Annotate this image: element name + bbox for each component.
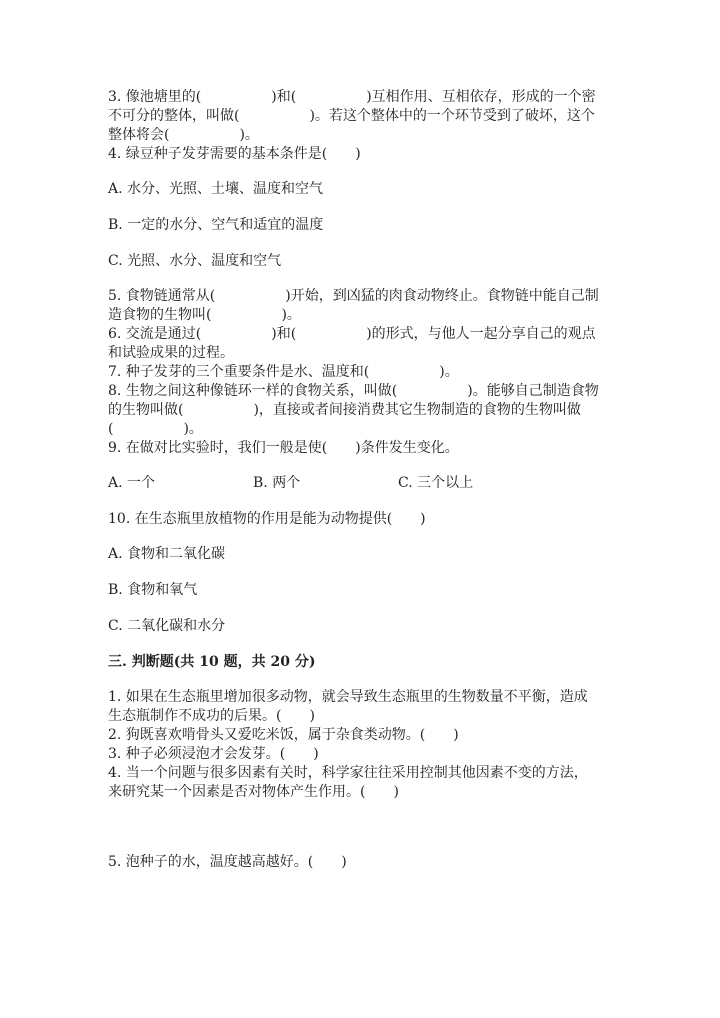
q9-options: [108, 474, 613, 492]
q4-option-b: B. 一定的水分、空气和适宜的温度: [108, 217, 324, 233]
q9-stem: 9. 在做对比实验时，我们一般是使( )条件发生变化。: [108, 440, 459, 456]
judge-1-line-1: 1. 如果在生态瓶里增加很多动物，就会导致生态瓶里的生物数量不平衡，造成: [108, 689, 588, 705]
q4-option-a: A. 水分、光照、土壤、温度和空气: [108, 181, 324, 197]
q4-option-c: C. 光照、水分、温度和空气: [108, 253, 282, 269]
q10-option-c: C. 二氧化碳和水分: [108, 618, 226, 634]
q10-option-b: B. 食物和氧气: [108, 582, 198, 598]
q5-line-2: 造食物的生物叫( )。: [108, 307, 301, 323]
q3-line-2: 不可分的整体，叫做( )。若这个整体中的一个环节受到了破坏，这个: [108, 108, 595, 124]
q10-stem: 10. 在生态瓶里放植物的作用是能为动物提供( ): [108, 511, 426, 527]
judge-2: 2. 狗既喜欢啃骨头又爱吃米饭，属于杂食类动物。( ): [108, 727, 459, 743]
judge-4-line-2: 来研究某一个因素是否对物体产生作用。( ): [108, 784, 399, 800]
section-3-heading: 三. 判断题(共 10 题，共 20 分): [108, 654, 316, 670]
q3-line-3: 整体将会( )。: [108, 127, 259, 143]
q7-line-1: 7. 种子发芽的三个重要条件是水、温度和( )。: [108, 364, 459, 380]
q10-option-a: A. 食物和二氧化碳: [108, 546, 226, 562]
q5-line-1: 5. 食物链通常从( )开始，到凶猛的肉食动物终止。食物链中能自己制: [108, 288, 599, 304]
q8-line-1: 8. 生物之间这种像链环一样的食物关系，叫做( )。能够自己制造食物: [108, 383, 599, 399]
judge-3: 3. 种子必须浸泡才会发芽。( ): [108, 746, 319, 762]
q6-line-1: 6. 交流是通过( )和( )的形式，与他人一起分享自己的观点: [108, 326, 596, 342]
q8-line-2: 的生物叫做( )，直接或者间接消费其它生物制造的食物的生物叫做: [108, 402, 581, 418]
judge-5: 5. 泡种子的水，温度越高越好。( ): [108, 854, 347, 870]
q4-stem: 4. 绿豆种子发芽需要的基本条件是( ): [108, 146, 361, 162]
q3-line-1: 3. 像池塘里的( )和( )互相作用、互相依存，形成的一个密: [108, 89, 596, 105]
q9-option-c: C. 三个以上: [398, 475, 474, 491]
q8-line-3: ( )。: [108, 421, 203, 437]
judge-4-line-1: 4. 当一个问题与很多因素有关时，科学家往往采用控制其他因素不变的方法，: [108, 765, 588, 781]
q9-option-a: A. 一个: [108, 475, 156, 491]
q6-line-2: 和试验成果的过程。: [108, 345, 234, 361]
q9-option-b: B. 两个: [253, 475, 301, 491]
judge-1-line-2: 生态瓶制作不成功的后果。( ): [108, 708, 315, 724]
